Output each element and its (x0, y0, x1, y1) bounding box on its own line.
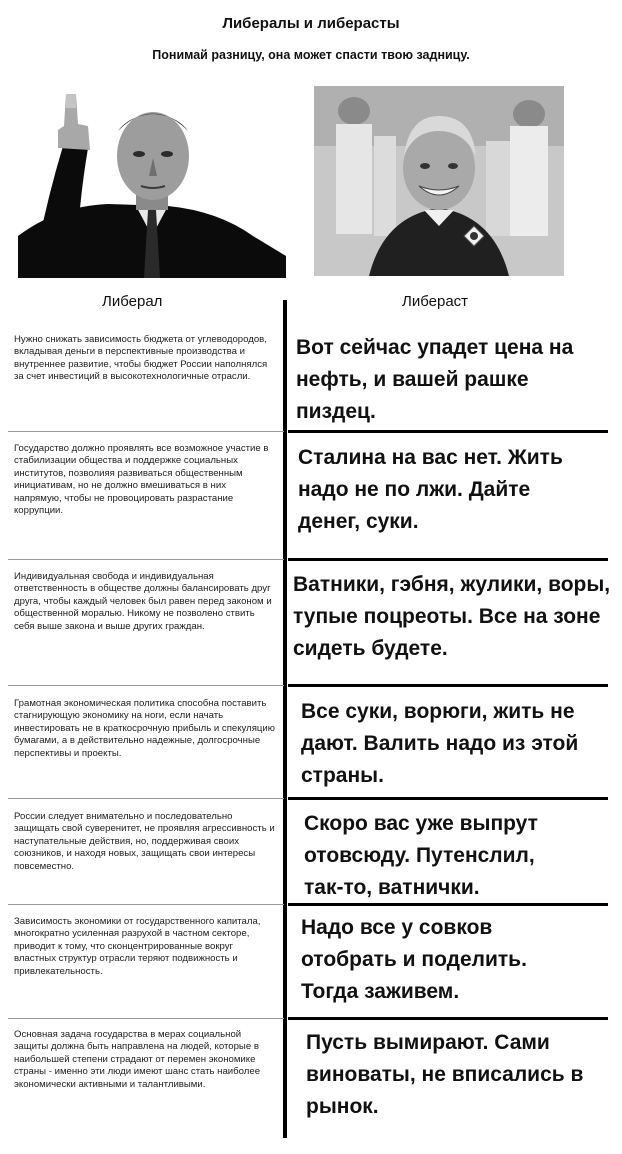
row-separator (288, 797, 608, 800)
liberast-statement-4: Все суки, ворюги, жить не дают. Валить надо из этой страны. (301, 700, 579, 787)
row-separator (8, 685, 284, 686)
row-separator (8, 559, 284, 560)
liberal-statement-2: Государство должно проявлять все возможное участие в стабилизации общества и поддержке социальных институтов, позволияя развиваться общественным инициативам, но не должно вмешиваться в них напрямую, чтобы не провоцировать разрастание коррупции. (14, 443, 269, 517)
liberal-statement-4: Грамотная экономическая политика способна поставить стагнирующую экономику на ноги, если начать инвестировать не в краткосрочную прибыль и спекуляцию бумагами, а в действительно надежные, долгосрочные перспективы и проекты. (14, 698, 275, 759)
liberal-statement-5: России следует внимательно и последовательно защищать свой суверенитет, не проявляя агрессивность и наступательные действия, но, поддерживая своих союзников, и находя новых, защищать свои интересы повсеместно. (14, 811, 275, 872)
liberal-photo (18, 86, 286, 278)
liberast-statement-5: Скоро вас уже выпрут отовсюду. Путенслил, так-то, ватнички. (304, 812, 538, 899)
liberast-statement-3: Ватники, гэбня, жулики, воры, тупые поцреоты. Все на зоне сидеть будете. (293, 573, 611, 660)
row-separator (8, 904, 284, 905)
liberast-statement-1: Вот сейчас упадет цена на нефть, и вашей рашке пиздец. (296, 336, 574, 423)
row-separator (8, 431, 284, 432)
liberast-statement-7: Пусть вымирают. Сами виноваты, не вписались в рынок. (306, 1031, 584, 1118)
row-separator (8, 798, 284, 799)
row-separator (8, 1018, 284, 1019)
liberast-photo (314, 86, 564, 276)
row-separator (288, 558, 608, 561)
row-separator (288, 430, 608, 433)
liberast-column-header: Либераст (402, 293, 469, 310)
liberast-statement-6: Надо все у совков отобрать и поделить. Тогда заживем. (301, 916, 527, 1003)
liberast-statement-2: Сталина на вас нет. Жить надо не по лжи. Дайте денег, суки. (298, 446, 563, 533)
page-title: Либералы и либерасты (222, 15, 400, 32)
liberal-statement-7: Основная задача государства в мерах социальной защиты должна быть направлена на людей, которые в наибольшей степени страдают от перемен экономике страны - именно эти люди имеют шанс стать наиболее экономически активными и талантливыми. (14, 1029, 261, 1090)
liberal-statement-1: Нужно снижать зависимость бюджета от углеводородов, вкладывая деньги в перспективные производства и внутреннее развитие, чтобы бюджет России наполнялся за счет инвестиций в высокотехнологичные отрасли. (14, 334, 268, 383)
liberal-column-header: Либерал (102, 293, 163, 310)
row-separator (288, 1017, 608, 1020)
column-divider (283, 300, 287, 1138)
row-separator (288, 684, 608, 687)
liberal-statement-3: Индивидуальная свобода и индивидуальная ответственность в обществе должны балансировать друг друга, чтобы каждый человек был равен перед законом и общественной моралью. Никому не позволено ствить себя выше закона и выше других граждан. (14, 571, 272, 632)
page-subtitle: Понимай разницу, она может спасти твою задницу. (152, 48, 470, 62)
liberal-statement-6: Зависимость экономики от государственного капитала, многократно усиленная разрухой в частном секторе, приводит к тому, что сконцентрированные вокруг властных структур отрасли теряют подвижность и привлекательность. (14, 916, 261, 977)
